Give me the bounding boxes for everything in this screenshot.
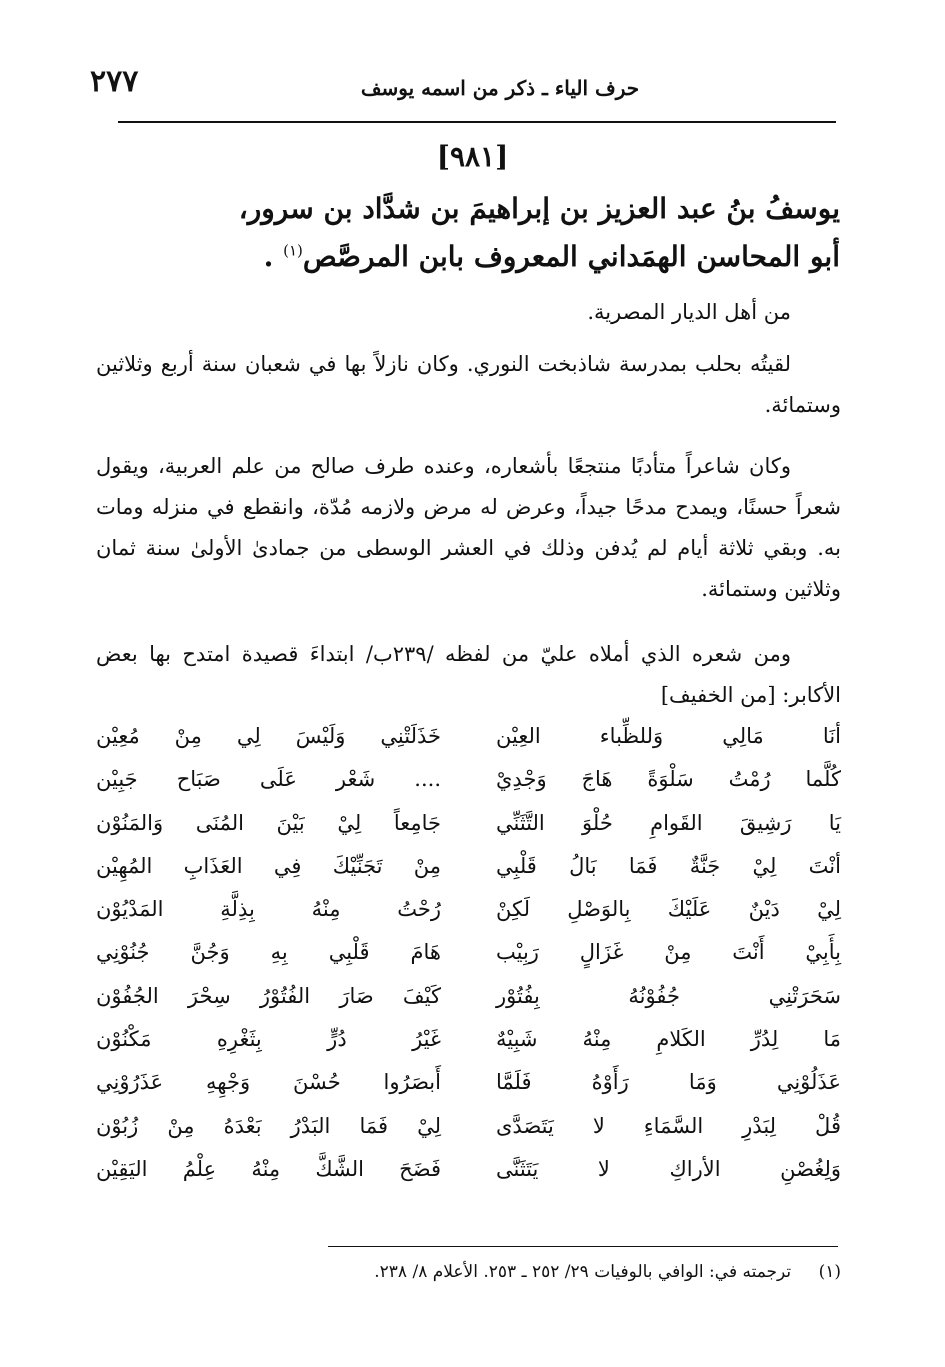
entry-title-text: أبو المحاسن الهمَداني المعروف بابن المرصَّص <box>302 240 840 273</box>
verse-first-hemistich: عَذَلُوْنِي وَمَا رَأَوْهُ فَلَمَّا <box>496 1070 841 1095</box>
verse-second-hemistich: رُحْتُ مِنْهُ بِذِلَّةِ المَدْيُوْن <box>96 897 441 922</box>
verse-second-hemistich: لِيْ فَمَا البَدْرُ بَعْدَهُ مِنْ زُبُوْن <box>96 1113 441 1138</box>
poem <box>96 724 841 1200</box>
entry-number: [٩٨١] <box>436 140 509 173</box>
footnote-rule <box>328 1246 838 1247</box>
paragraph-meeting: لقيتُه بحلب بمدرسة شاذبخت النوري. وكان نازلاً بها في شعبان سنة أربع وثلاثين وستمائة. <box>96 352 841 417</box>
verse-first-hemistich: كُلَّما رُمْتُ سَلْوَةً هَاجَ وَجْدِيْ <box>496 767 841 792</box>
poem-verse <box>96 767 841 810</box>
verse-first-hemistich: بِأَبِيْ أَنْتَ مِنْ غَزَالٍ رَبِيْب <box>496 940 841 965</box>
verse-second-hemistich: هَامَ قَلْبِي بِهِ وَجُنَّ جُنُوْنِي <box>96 940 441 965</box>
poem-verse <box>96 1027 841 1070</box>
verse-first-hemistich: أنْتَ لِيْ جَنَّةٌ فَمَا بَالُ قَلْبِي <box>496 853 841 878</box>
entry-title-end: . <box>263 240 274 273</box>
verse-second-hemistich: جَامِعاً لِيْ بَيْنَ المُنَى وَالمَنُوْن <box>96 810 441 835</box>
poem-verse <box>96 811 841 854</box>
running-head <box>90 64 840 120</box>
footnote-reference[interactable]: (١) <box>283 241 303 260</box>
verse-second-hemistich: مِنْ تَجَنِّيْكَ فِي العَذَابِ المُهِيْن <box>96 853 441 878</box>
poem-verse <box>96 1157 841 1200</box>
verse-second-hemistich: غَيْرُ دُرٍّ بِثَغْرِهِ مَكْنُوْن <box>96 1027 441 1052</box>
paragraph-poem-intro: ومن شعره الذي أملاه عليّ من لفظه /٢٣٩ب/ ابتداءَ قصيدة امتدح بها بعض الأكابر: [من الخفيف] <box>96 642 841 707</box>
running-title: حرف الياء ـ ذكر من اسمه يوسف <box>360 76 640 100</box>
poem-verse <box>96 897 841 940</box>
verse-first-hemistich: سَحَرَتْنِي جُفُوْنُهُ بِفُتُوْر <box>496 983 841 1008</box>
verse-second-hemistich: كَيْفَ صَارَ الفُتُوْرُ سِحْرَ الجُفُوْن <box>96 983 441 1008</box>
verse-first-hemistich: يَا رَشِيقَ القَوامِ حُلْوَ التَّثَنِّي <box>496 810 841 835</box>
header-rule <box>118 121 836 123</box>
paragraph-biography: وكان شاعراً متأدبًا منتجعًا بأشعاره، وعنده طرف صالح من علم العربية، ويقول شعراً حسنًا، ويمدح مدحًا جيداً، وعرض له مرض ولازمه مُدّة، وانقطع في منزله ومات به. وبقي ثلاثة أيام لم يُدفن وذلك في العشر الوسطى من جمادىٰ الأولىٰ سنة ثمان وثلاثين وستمائة. <box>96 454 841 601</box>
poem-verse <box>96 1070 841 1113</box>
verse-second-hemistich: .... شَعْر عَلَى صَبَاح جَبِيْن <box>96 767 441 792</box>
poem-verse <box>96 940 841 983</box>
page-number: ٢٧٧ <box>90 64 139 99</box>
verse-first-hemistich: أنَا مَالِي وَللظِّباء العِيْن <box>496 724 841 748</box>
verse-second-hemistich: خَذَلَتْنِي وَلَيْسَ لِي مِنْ مُعِيْن <box>96 724 441 748</box>
entry-title-line-1: يوسفُ بنُ عبد العزيز بن إبراهيمَ بن شدَّاد بن سرور، <box>238 192 840 225</box>
poem-verse <box>96 1114 841 1157</box>
verse-first-hemistich: لِيْ دَيْنٌ عَلَيْكَ بِالوَصْلِ لَكِنْ <box>496 897 841 922</box>
footnote-mark: (١) <box>818 1262 841 1282</box>
verse-second-hemistich: فَضَحَ الشَّكَّ مِنْهُ عِلْمُ اليَقِيْن <box>96 1156 441 1181</box>
verse-second-hemistich: أَبصَرُوا حُسْنَ وَجْهِهِ عَذَرُوْنِي <box>96 1070 441 1095</box>
poem-verse <box>96 854 841 897</box>
verse-first-hemistich: مَا لِدُرِّ الكَلامِ مِنْهُ شَبِيْهٌ <box>496 1027 841 1052</box>
verse-first-hemistich: وَلِغُصْنِ الأراكِ لا يَتَثَنَّى <box>496 1156 841 1181</box>
paragraph-origin: من أهل الديار المصرية. <box>587 300 791 324</box>
footnote <box>96 1262 841 1282</box>
footnote-text: ترجمته في: الوافي بالوفيات ٢٩/ ٢٥٢ ـ ٢٥٣. الأعلام ٨/ ٢٣٨. <box>374 1262 792 1282</box>
poem-verse <box>96 724 841 767</box>
entry-title-line-2 <box>160 240 840 273</box>
poem-verse <box>96 984 841 1027</box>
verse-first-hemistich: قُلْ لِبَدْرِ السَّمَاءِ لا يَتَصَدَّى <box>496 1113 841 1138</box>
